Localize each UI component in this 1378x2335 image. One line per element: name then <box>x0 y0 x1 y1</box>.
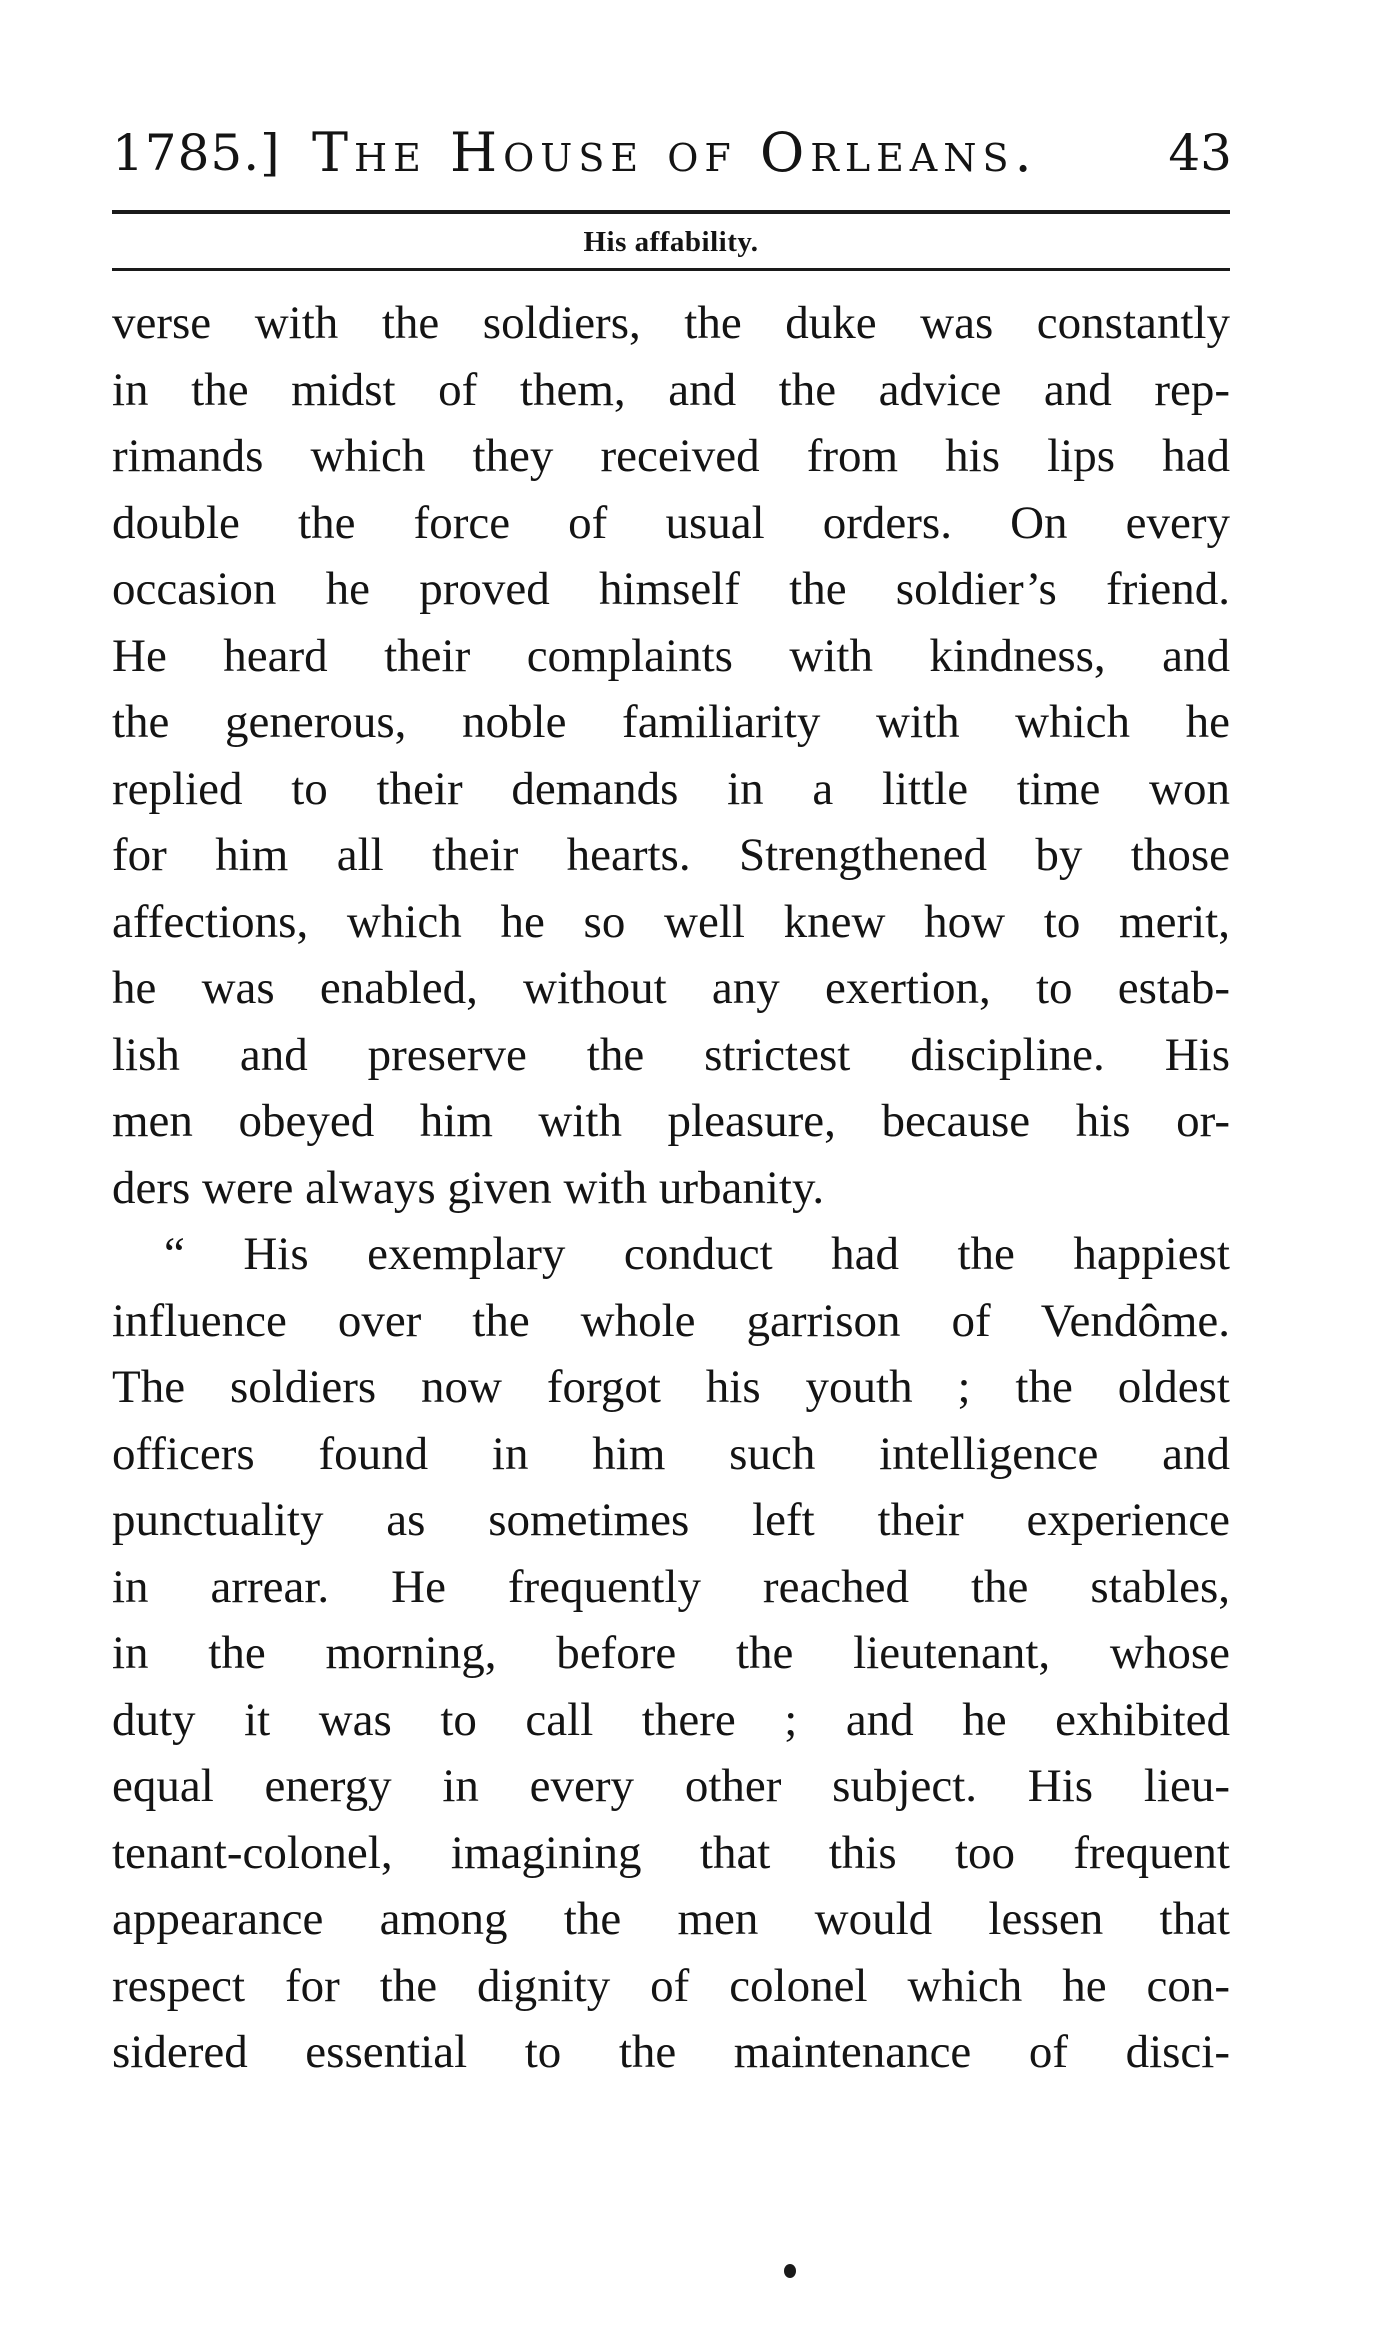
text-line: in the midst of them, and the advice and rep- <box>112 363 1230 416</box>
text-line: in the morning, before the lieutenant, whose <box>112 1627 1230 1679</box>
text-line: rimands which they received from his lips had <box>112 430 1230 482</box>
text-line: affections, which he so well knew how to merit, <box>112 895 1230 948</box>
header-rule-bottom <box>112 268 1230 271</box>
text-line: the generous, noble familiarity with which he <box>112 696 1230 748</box>
text-line: verse with the soldiers, the duke was constantly <box>112 297 1230 349</box>
text-line: officers found in him such intelligence and <box>112 1427 1230 1480</box>
text-line: equal energy in every other subject. His lieu- <box>112 1760 1230 1812</box>
text-line: duty it was to call there ; and he exhibited <box>112 1693 1230 1746</box>
text-line: punctuality as sometimes left their experience <box>112 1494 1230 1546</box>
signature-mark-dot <box>784 2264 796 2278</box>
running-head-title: The House of Orleans. <box>312 121 1038 184</box>
page-number: 43 <box>1168 124 1232 182</box>
text-line: respect for the dignity of colonel which he con- <box>112 1959 1230 2012</box>
text-line: tenant-colonel, imagining that this too frequent <box>112 1826 1230 1879</box>
header-rule-top <box>112 210 1230 214</box>
text-line: replied to their demands in a little time won <box>112 762 1230 815</box>
running-head <box>112 118 1232 188</box>
text-line: appearance among the men would lessen that <box>112 1893 1230 1945</box>
running-head-year: 1785.] <box>112 124 281 182</box>
text-line: ders were always given with urbanity. <box>112 1161 825 1214</box>
text-line: men obeyed him with pleasure, because his or- <box>112 1095 1230 1147</box>
section-subheading: His affability. <box>583 226 759 258</box>
text-line: occasion he proved himself the soldier’s friend. <box>112 563 1230 615</box>
text-line: lish and preserve the strictest discipline. His <box>112 1028 1230 1081</box>
text-line: for him all their hearts. Strengthened by those <box>112 829 1230 881</box>
text-line: The soldiers now forgot his youth ; the oldest <box>112 1361 1230 1413</box>
text-line: in arrear. He frequently reached the stables, <box>112 1560 1230 1613</box>
text-line: “ His exemplary conduct had the happiest <box>164 1228 1230 1280</box>
text-line: sidered essential to the maintenance of disci- <box>112 2026 1230 2078</box>
text-line: influence over the whole garrison of Vendôme. <box>112 1294 1230 1347</box>
text-line: He heard their complaints with kindness, and <box>112 629 1230 682</box>
text-line: double the force of usual orders. On every <box>112 496 1230 549</box>
body-text <box>112 290 1230 2086</box>
text-line: he was enabled, without any exertion, to estab- <box>112 962 1230 1014</box>
